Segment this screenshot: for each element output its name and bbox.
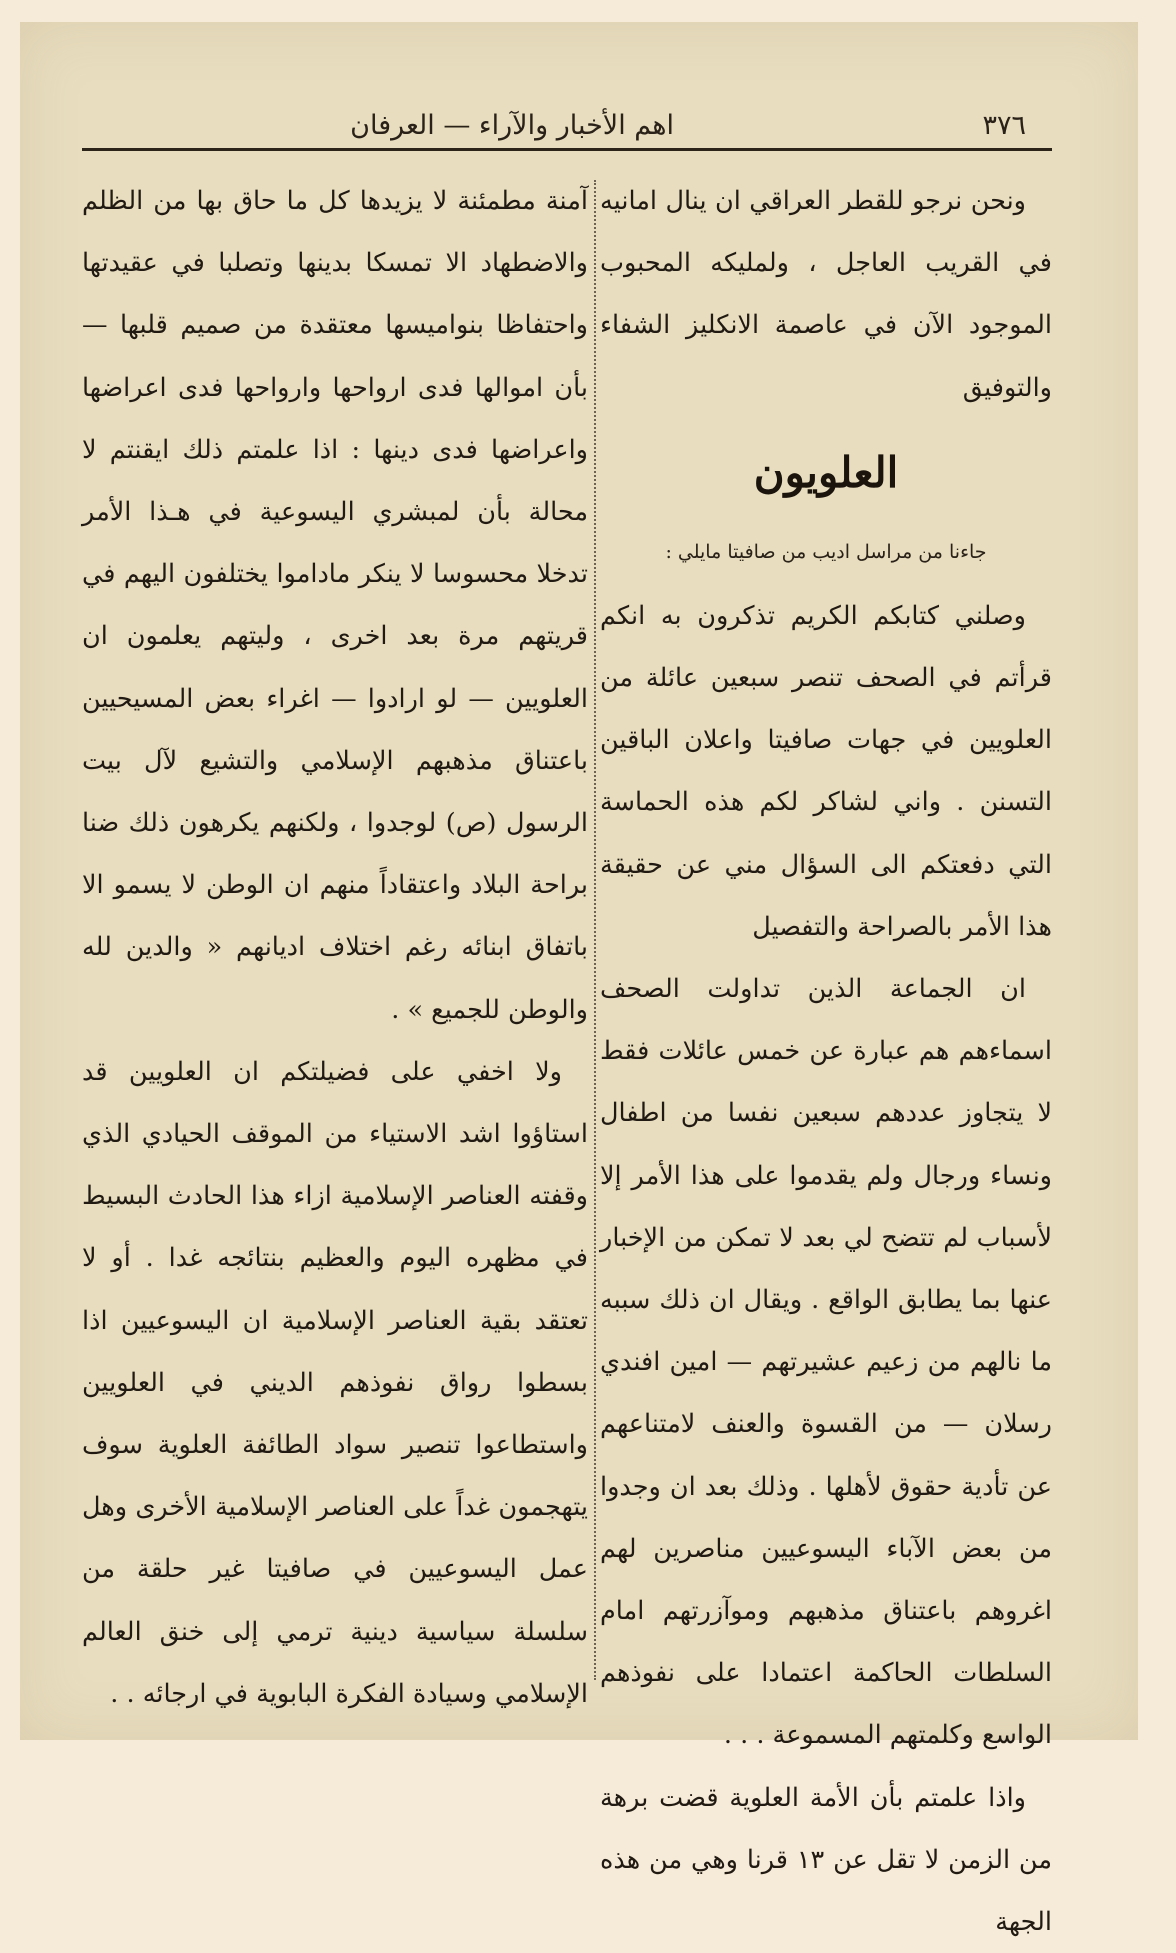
article-paragraph: ان الجماعة الذين تداولت الصحف اسماءهم هم عبارة عن خمس عائلات فقط لا يتجاوز عددهم سبعين نفسا من اطفال ونساء ورجال ولم يقدموا على هذا الأمر إلا لأسباب لم تتضح لي بعد لا تمكن من الإخبار عنها بما يطابق الواقع . ويقال ان ذلك سببه ما نالهم من زعيم عشيرتهم — امين افندي رسلان — من القسوة والعنف لامتناعهم عن تأدية حقوق لأهلها . وذلك بعد ان وجدوا من بعض الآباء اليسوعيين مناصرين لهم اغروهم باعتناق مذهبهم وموآزرتهم امام السلطات الحاكمة اعتمادا على نفوذهم الواسع وكلمتهم المسموعة . . .: [600, 974, 1052, 1751]
article-paragraph: واذا علمتم بأن الأمة العلوية قضت برهة من الزمن لا تقل عن ١٣ قرنا وهي من هذه الجهة: [600, 1782, 1053, 1938]
article-paragraph: آمنة مطمئنة لا يزيدها كل ما حاق بها من الظلم والاضطهاد الا تمسكا بدينها وتصلبا في عقيدتها واحتفاظا بنواميسها معتقدة من صميم قلبها — بأن اموالها فدى ارواحها وارواحها فدى اعراضها واعراضها فدى دينها : اذا علمتم ذلك ايقنتم لا محالة بأن لمبشري اليسوعية في هـذا الأمر تدخلا محسوسا لا ينكر ماداموا يختلفون اليهم في قريتهم مرة بعد اخرى ، وليتهم يعلمون ان العلويين — لو ارادوا — اغراء بعض المسيحيين باعتناق مذهبهم الإسلامي والتشيع لآل بيت الرسول (ص) لوجدوا ، ولكنهم يكرهون ذلك ضنا براحة البلاد واعتقاداً منهم ان الوطن لا يسمو الا باتفاق ابنائه رغم اختلاف اديانهم « والدين لله والوطن للجميع » .: [82, 186, 588, 1025]
page-header: [82, 92, 1052, 142]
section-title: العلويون: [753, 447, 899, 497]
right-column: [600, 170, 1053, 1938]
article-paragraph: ولا اخفي على فضيلتكم ان العلويين قد استاؤوا اشد الاستياء من الموقف الحيادي الذي وقفته العناصر الإسلامية ازاء هذا الحادث البسيط في مظهره اليوم والعظيم بنتائجه غدا . أو لا تعتقد بقية العناصر الإسلامية ان اليسوعيين اذا بسطوا رواق نفوذهم الديني في العلويين واستطاعوا تنصير سواد الطائفة العلوية سوف يتهجمون غداً على العناصر الإسلامية الأخرى وهل عمل اليسوعيين في صافيتا غير حلقة من سلسلة سياسية دينية ترمي إلى خنق العالم الإسلامي وسيادة الفكرة البابوية في ارجائه . .: [82, 1056, 588, 1709]
left-column: [82, 170, 588, 1709]
intro-paragraph: ونحن نرجو للقطر العراقي ان ينال امانيه في القريب العاجل ، ولمليكه المحبوب الموجود الآن في عاصمة الانكليز الشفاء والتوفيق: [600, 186, 1052, 403]
column-divider: [594, 180, 596, 1680]
running-title: اهم الأخبار والآراء — العرفان: [350, 110, 674, 141]
header-rule: [82, 148, 1052, 151]
source-line: جاءنا من مراسل اديب من صافيتا مايلي :: [665, 540, 987, 563]
page-number: ٣٧٦: [982, 110, 1026, 141]
article-paragraph: وصلني كتابكم الكريم تذكرون به انكم قرأتم في الصحف تنصر سبعين عائلة من العلويين في جهات صافيتا واعلان الباقين التسنن . واني لشاكر لكم هذه الحماسة التي دفعتكم الى السؤال مني عن حقيقة هذا الأمر بالصراحة والتفصيل: [600, 600, 1052, 942]
